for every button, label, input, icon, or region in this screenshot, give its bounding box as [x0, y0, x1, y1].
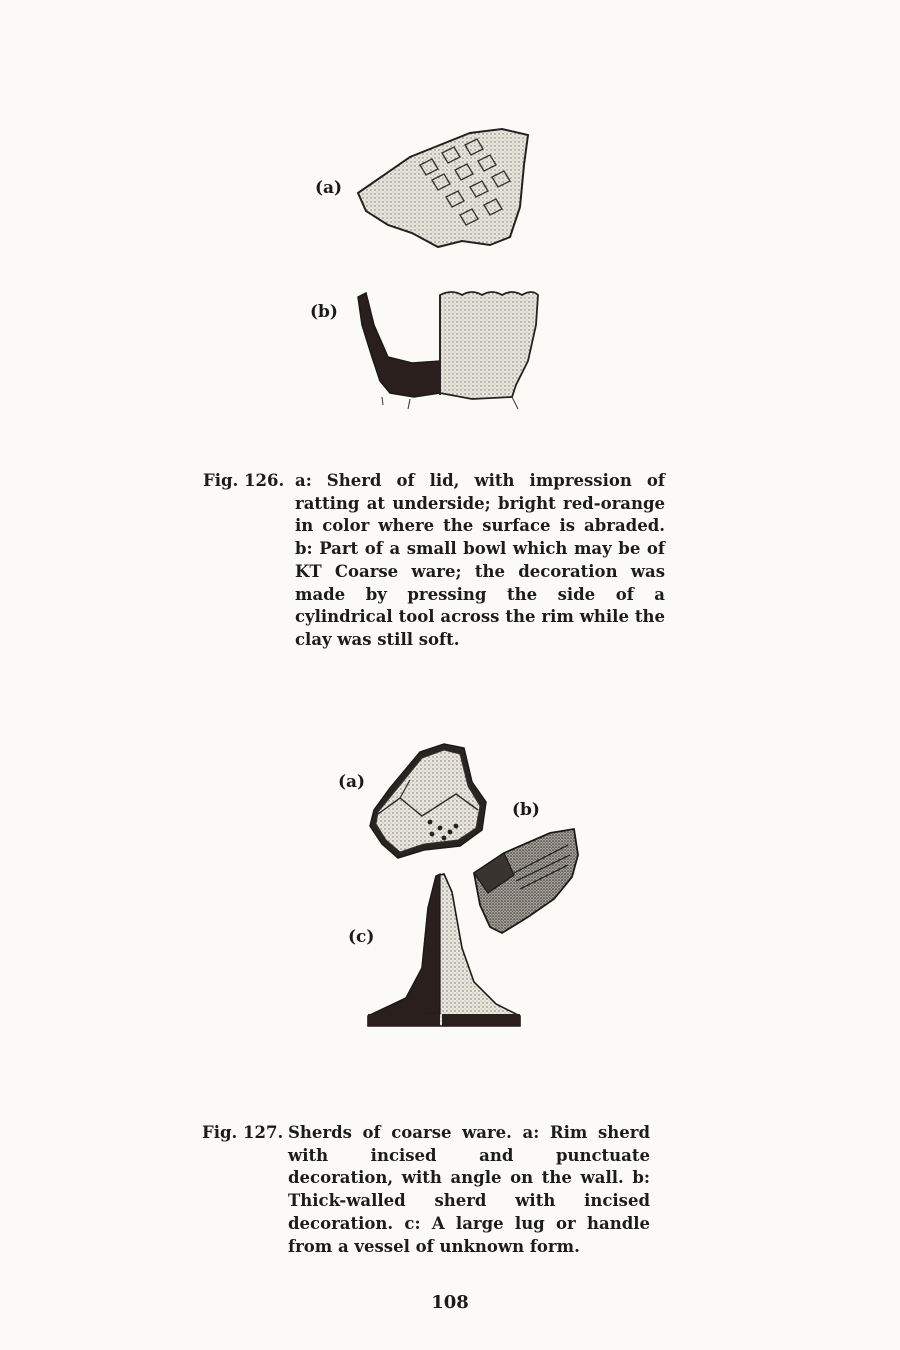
page-number: 108	[431, 1292, 469, 1313]
fig127-label-a: (a)	[338, 772, 366, 792]
fig126-label-b: (b)	[310, 302, 338, 322]
fig127-number: Fig. 127.	[202, 1123, 284, 1142]
fig127-caption-text: Sherds of coarse ware. a: Rim sherd with incised and punctuate decoration, with angle on the wall. b: Thick-walled sherd with incised decoration. c: A large lug or handle from a vessel of unknown form.	[288, 1123, 650, 1256]
fig126-caption-text: a: Sherd of lid, with impression of ratting at underside; bright red-orange in color where the surface is abraded. b: Part of a small bowl which may be of KT Coarse ware; the decoration was made by pressing the side of a cylindrical tool across the rim while the clay was still soft.	[295, 471, 665, 649]
fig126-number: Fig. 126.	[203, 471, 285, 490]
fig127-lug-c-drawing	[366, 870, 524, 1028]
fig127-label-b: (b)	[512, 800, 540, 820]
fig126-label-a: (a)	[315, 178, 343, 198]
fig126-bowl-b-drawing	[352, 285, 542, 415]
fig126-sherd-a-drawing	[350, 125, 535, 255]
fig127-label-c: (c)	[348, 927, 375, 947]
